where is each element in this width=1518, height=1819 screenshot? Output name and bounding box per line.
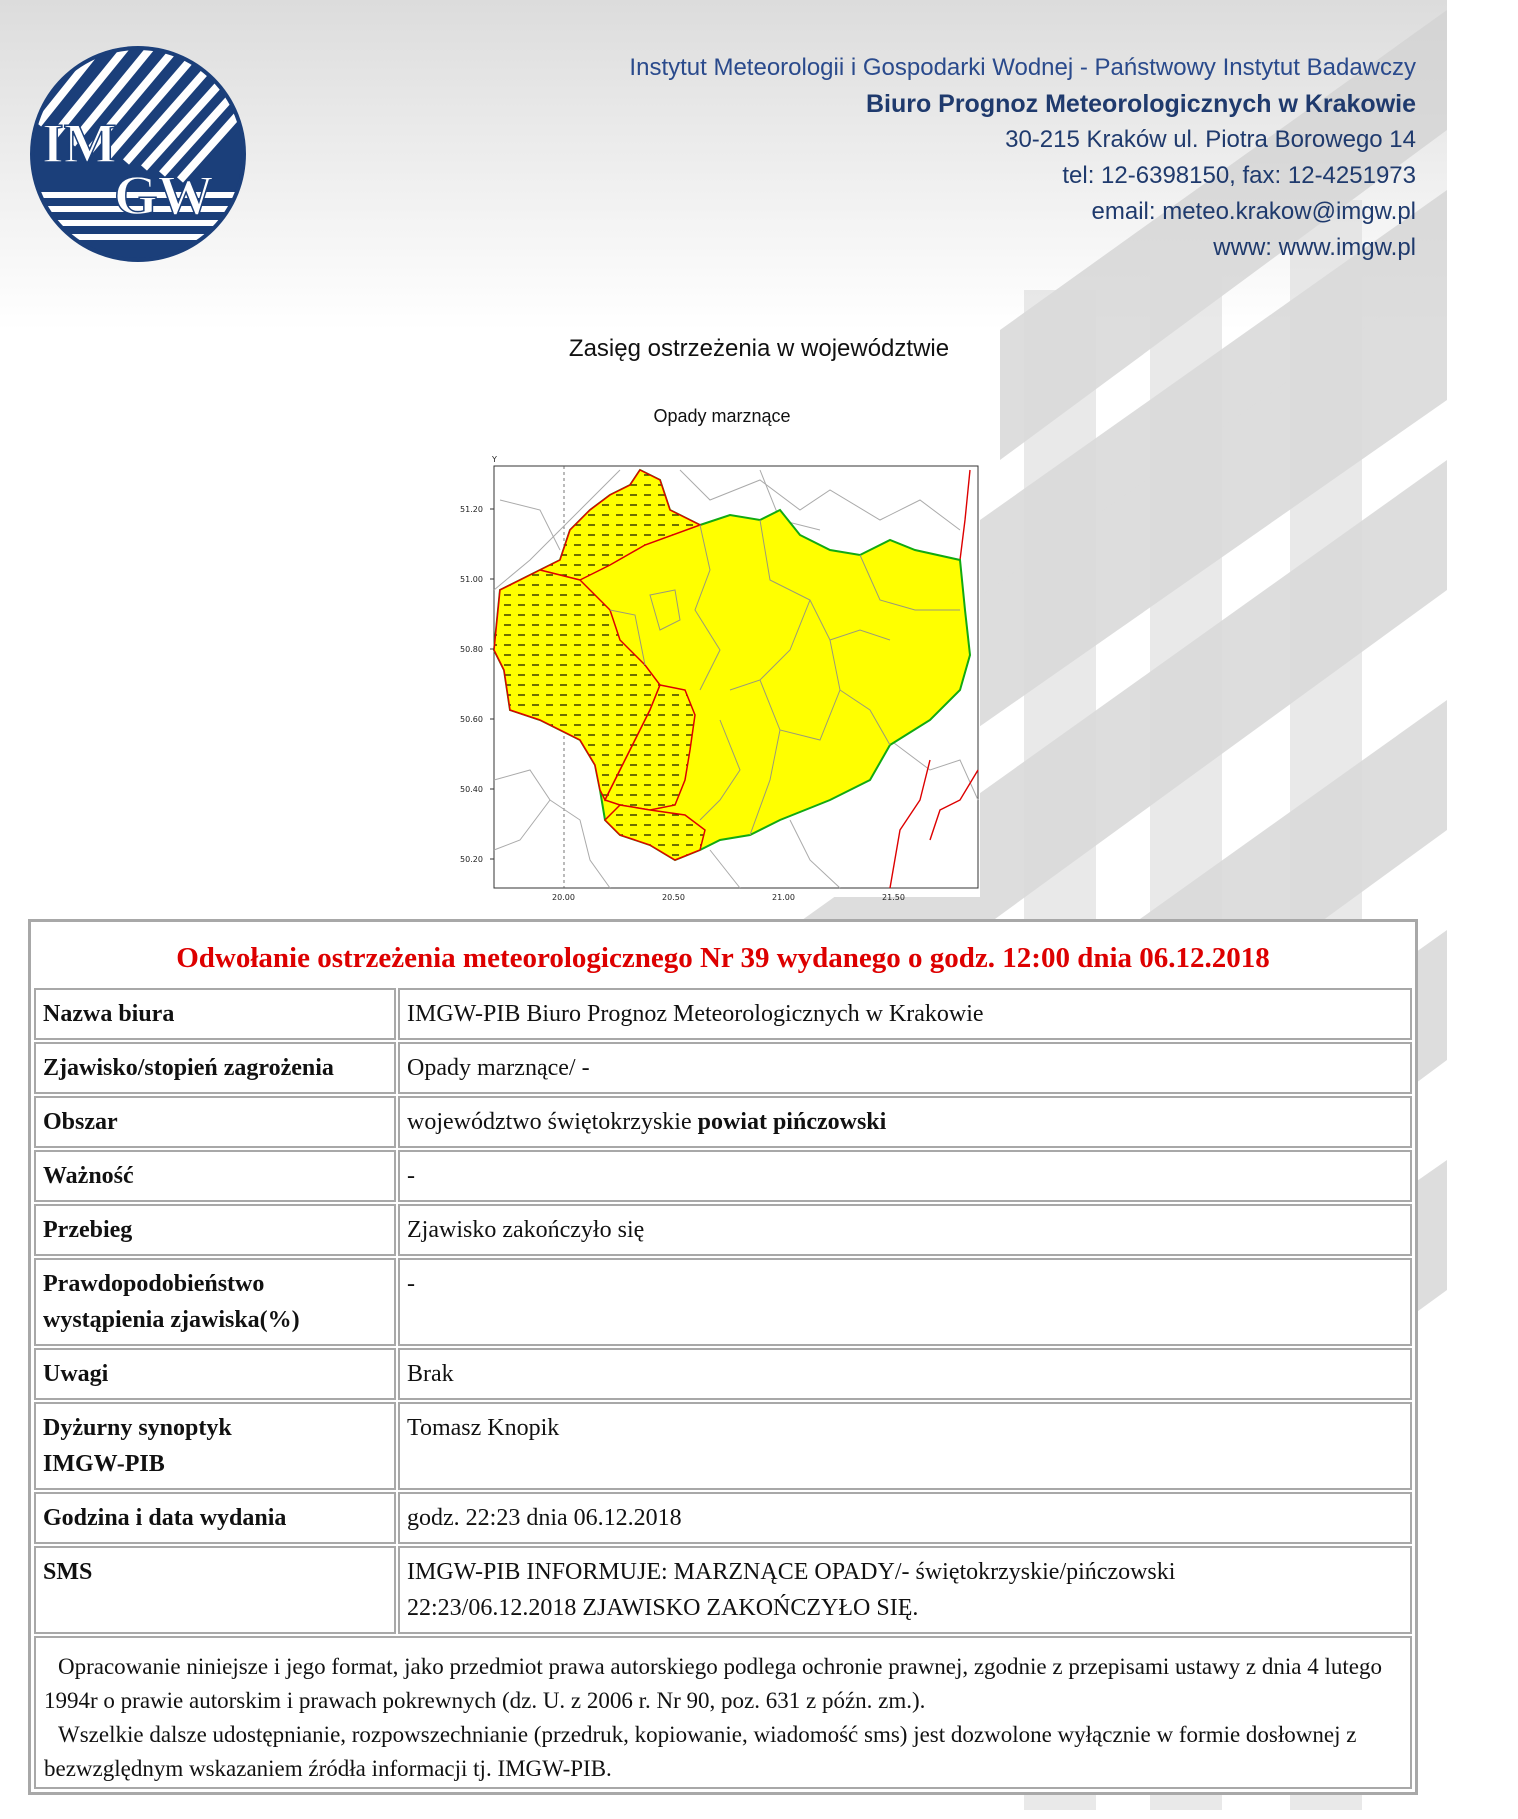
area-county: powiat pińczowski xyxy=(697,1109,887,1135)
table-row xyxy=(31,988,1415,1040)
table-row xyxy=(31,1348,1415,1400)
header-contact xyxy=(629,50,1416,266)
x-tick-label: 20.00 xyxy=(552,893,575,902)
row-label-remarks: Uwagi xyxy=(34,1348,396,1400)
x-tick-label: 21.00 xyxy=(772,893,795,902)
row-value-forecaster: Tomasz Knopik xyxy=(398,1402,1412,1490)
area-voivodeship: województwo świętokrzyskie xyxy=(407,1109,692,1135)
row-label-forecaster xyxy=(34,1402,396,1490)
y-tick-label: 50.80 xyxy=(460,645,483,654)
probability-label-line2: wystąpienia zjawiska(%) xyxy=(43,1307,300,1333)
table-row xyxy=(31,1258,1415,1346)
table-row xyxy=(31,1042,1415,1094)
row-label-area: Obszar xyxy=(34,1096,396,1148)
office-name: Biuro Prognoz Meteorologicznych w Krakowie xyxy=(865,90,1416,118)
row-value-issued: godz. 22:23 dnia 06.12.2018 xyxy=(398,1492,1412,1544)
y-tick-label: 50.60 xyxy=(460,715,483,724)
row-label-validity: Ważność xyxy=(34,1150,396,1202)
row-label-sms: SMS xyxy=(34,1546,396,1634)
row-value-validity: - xyxy=(398,1150,1412,1202)
y-tick-label: 50.20 xyxy=(460,855,483,864)
sms-line1: IMGW-PIB INFORMUJE: MARZNĄCE OPADY/- świętokrzyskie/pińczowski xyxy=(407,1559,1176,1585)
forecaster-label-line1: Dyżurny synoptyk xyxy=(43,1415,232,1441)
row-label-office: Nazwa biura xyxy=(34,988,396,1040)
copyright-paragraph: Opracowanie niniejsze i jego format, jako przedmiot prawa autorskiego podlega ochronie prawnej, zgodnie z przepisami ustawy z dnia 4 lutego 1994r o prawie autorskim i prawach pokrewnych (dz. U. z 2006 r. Nr 90, poz. 631 z późn. zm.). xyxy=(44,1654,1382,1713)
table-row xyxy=(31,1204,1415,1256)
map-subtitle: Opady marznące xyxy=(653,406,791,426)
warning-table xyxy=(28,919,1418,1795)
y-tick-label: 51.00 xyxy=(460,575,483,584)
map-title: Zasięg ostrzeżenia w województwie xyxy=(568,335,950,362)
row-label-probability xyxy=(34,1258,396,1346)
table-row xyxy=(31,1402,1415,1490)
email: email: meteo.krakow@imgw.pl xyxy=(1091,198,1416,225)
x-tick-label: 20.50 xyxy=(662,893,685,902)
svg-text:GW: GW xyxy=(114,165,214,227)
distribution-paragraph: Wszelkie dalsze udostępnianie, rozpowszechnianie (przedruk, kopiowanie, wiadomość sms) jest dozwolone wyłącznie w formie dosłownej z bezwzględnym wskazaniem źródła informacji tj. IMGW-PIB. xyxy=(44,1722,1357,1781)
row-value-phenomenon: Opady marznące/ - xyxy=(398,1042,1412,1094)
y-axis-label: Y xyxy=(492,455,497,464)
row-label-issued: Godzina i data wydania xyxy=(34,1492,396,1544)
sms-line2: 22:23/06.12.2018 ZJAWISKO ZAKOŃCZYŁO SIĘ. xyxy=(407,1595,919,1621)
copyright-note xyxy=(34,1636,1412,1789)
table-row xyxy=(31,1096,1415,1148)
y-tick-label: 50.40 xyxy=(460,785,483,794)
map-svg xyxy=(460,440,980,902)
row-value-remarks: Brak xyxy=(398,1348,1412,1400)
phone: tel: 12-6398150, fax: 12-4251973 xyxy=(1062,162,1416,189)
row-value-course: Zjawisko zakończyło się xyxy=(398,1204,1412,1256)
row-label-course: Przebieg xyxy=(34,1204,396,1256)
svg-text:IM: IM xyxy=(42,113,117,175)
row-label-phenomenon: Zjawisko/stopień zagrożenia xyxy=(34,1042,396,1094)
institute-name: Instytut Meteorologii i Gospodarki Wodnej - Państwowy Instytut Badawczy xyxy=(629,54,1416,81)
website: www: www.imgw.pl xyxy=(1213,234,1416,261)
address: 30-215 Kraków ul. Piotra Borowego 14 xyxy=(1005,126,1416,153)
row-value-office: IMGW-PIB Biuro Prognoz Meteorologicznych w Krakowie xyxy=(398,988,1412,1040)
probability-label-line1: Prawdopodobieństwo xyxy=(43,1271,265,1297)
table-row xyxy=(31,1546,1415,1634)
y-tick-label: 51.20 xyxy=(460,505,483,514)
warning-map xyxy=(460,440,980,902)
row-value-sms xyxy=(398,1546,1412,1634)
table-row xyxy=(31,1492,1415,1544)
warning-title: Odwołanie ostrzeżenia meteorologicznego Nr 39 wydanego o godz. 12:00 dnia 06.12.2018 xyxy=(176,942,1270,974)
forecaster-label-line2: IMGW-PIB xyxy=(43,1451,165,1477)
row-value-probability: - xyxy=(398,1258,1412,1346)
table-row xyxy=(31,1150,1415,1202)
row-value-area xyxy=(398,1096,1412,1148)
imgw-logo xyxy=(28,44,248,264)
x-tick-label: 21.50 xyxy=(882,893,905,902)
